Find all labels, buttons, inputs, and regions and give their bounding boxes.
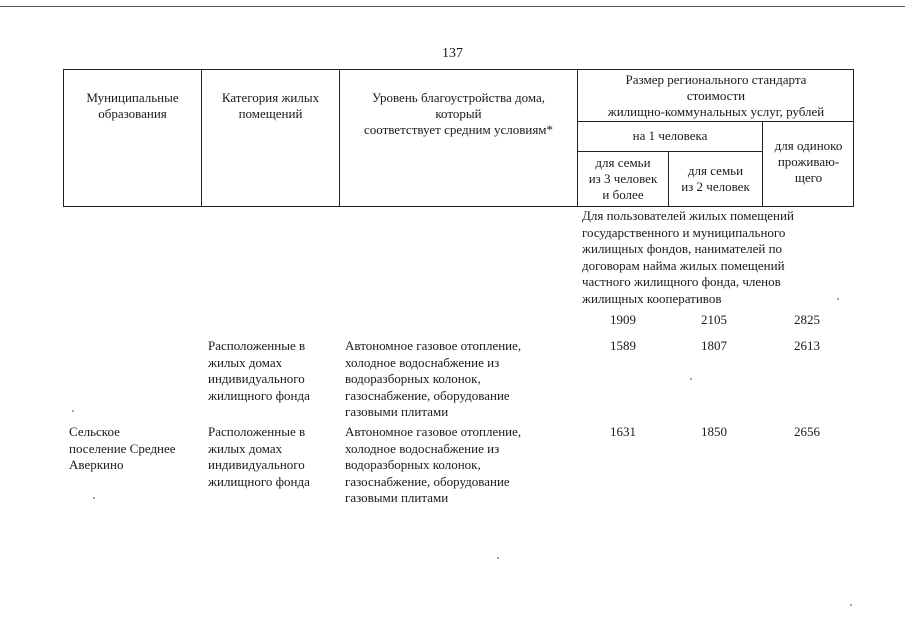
header-col3-line: Уровень благоустройства дома,: [371, 90, 546, 105]
section-note-line: Для пользователей жилых помещений: [582, 208, 794, 223]
table-bottom-border: [63, 206, 854, 207]
row-level-line: газовыми плитами: [345, 404, 449, 419]
row-family3-value: 1589: [610, 338, 636, 353]
section-note: [582, 208, 794, 307]
header-single-resident: [763, 138, 854, 186]
header-col1-line: Муниципальные: [86, 90, 179, 105]
header-col2-line: Категория жилых: [221, 90, 320, 105]
header-single-line: для одиноко: [774, 138, 843, 153]
row-category-line: Расположенные в: [208, 338, 306, 353]
header-family2-line: из 2 человек: [681, 179, 750, 194]
row-category-line: жилых домах: [208, 354, 283, 370]
header-col3-line: который: [435, 106, 482, 121]
row-category-line: Расположенные в: [208, 424, 306, 439]
scan-speck: [837, 298, 839, 300]
row-single-value: 2656: [794, 424, 820, 439]
row-category-line: индивидуального: [208, 371, 305, 386]
row-family2-value: 1850: [701, 424, 727, 439]
row-family3-value: 1631: [610, 424, 636, 439]
row-level-line: водоразборных колонок,: [345, 457, 481, 472]
row-level-line: водоразборных колонок,: [345, 371, 481, 386]
section-note-line: договорам найма жилых помещений: [582, 257, 785, 273]
section-note-line: жилищных кооперативов: [582, 290, 722, 306]
header-single-line: проживаю-: [777, 154, 840, 169]
header-col4-line: жилищно-коммунальных услуг, рублей: [607, 104, 825, 119]
header-col4-line: Размер регионального стандарта: [625, 72, 807, 87]
row-single-value: 2613: [794, 338, 820, 353]
header-municipalities: [64, 90, 201, 122]
header-family3-line: из 3 человек: [588, 171, 658, 186]
row-category-line: жилищного фонда: [208, 473, 310, 489]
header-family3-line: для семьи: [595, 155, 651, 170]
row-comfort-level: [345, 338, 521, 421]
header-col1-line: образования: [98, 106, 167, 121]
row-municipality: [69, 424, 176, 474]
page-number: 137: [442, 46, 463, 61]
row-category: [208, 424, 310, 490]
header-divider-2: [577, 151, 762, 152]
row-level-line: газоснабжение, оборудование: [345, 473, 510, 489]
header-divider-1: [577, 121, 854, 122]
header-single-line: щего: [794, 170, 823, 185]
row-municipality-line: поселение Среднее: [69, 440, 176, 456]
scan-speck: [497, 557, 499, 559]
section-note-line: частного жилищного фонда, членов: [582, 274, 781, 289]
row-municipality-line: Аверкино: [69, 457, 124, 472]
section-note-line: государственного и муниципального: [582, 224, 786, 240]
scan-speck: [690, 378, 692, 380]
header-family2-line: для семьи: [687, 163, 744, 178]
row-family2-value: 1807: [701, 338, 727, 353]
row-level-line: Автономное газовое отопление,: [345, 338, 522, 353]
row-level-line: холодное водоснабжение из: [345, 440, 500, 456]
header-per-person: на 1 человека: [632, 128, 708, 143]
row-level-line: газоснабжение, оборудование: [345, 387, 510, 403]
header-col3-line: соответствует средним условиям*: [363, 122, 554, 137]
row-level-line: Автономное газовое отопление,: [345, 424, 522, 439]
header-family3-line: и более: [602, 187, 644, 202]
scan-speck: [93, 497, 95, 499]
header-family-2: [669, 163, 762, 195]
row-category-line: индивидуального: [208, 457, 305, 472]
scan-speck: [72, 410, 74, 412]
header-family-3: [578, 155, 668, 203]
row-category: [208, 338, 310, 404]
header-col4-line: стоимости: [686, 88, 746, 103]
row-level-line: холодное водоснабжение из: [345, 354, 500, 370]
section-note-line: жилищных фондов, нанимателей по: [582, 241, 783, 256]
row-level-line: газовыми плитами: [345, 490, 449, 505]
table-top-border: [63, 69, 854, 70]
header-col2-line: помещений: [238, 106, 303, 121]
summary-family3-value: 1909: [610, 312, 636, 327]
row-category-line: жилищного фонда: [208, 387, 310, 403]
scan-border-line: [0, 6, 905, 7]
scan-speck: [850, 604, 852, 606]
header-standard-size: [578, 72, 854, 120]
header-category: [202, 90, 339, 122]
row-municipality-line: Сельское: [69, 424, 120, 439]
row-comfort-level: [345, 424, 521, 507]
header-comfort-level: [340, 90, 577, 138]
row-category-line: жилых домах: [208, 440, 283, 456]
summary-single-value: 2825: [794, 312, 820, 327]
summary-family2-value: 2105: [701, 312, 727, 327]
